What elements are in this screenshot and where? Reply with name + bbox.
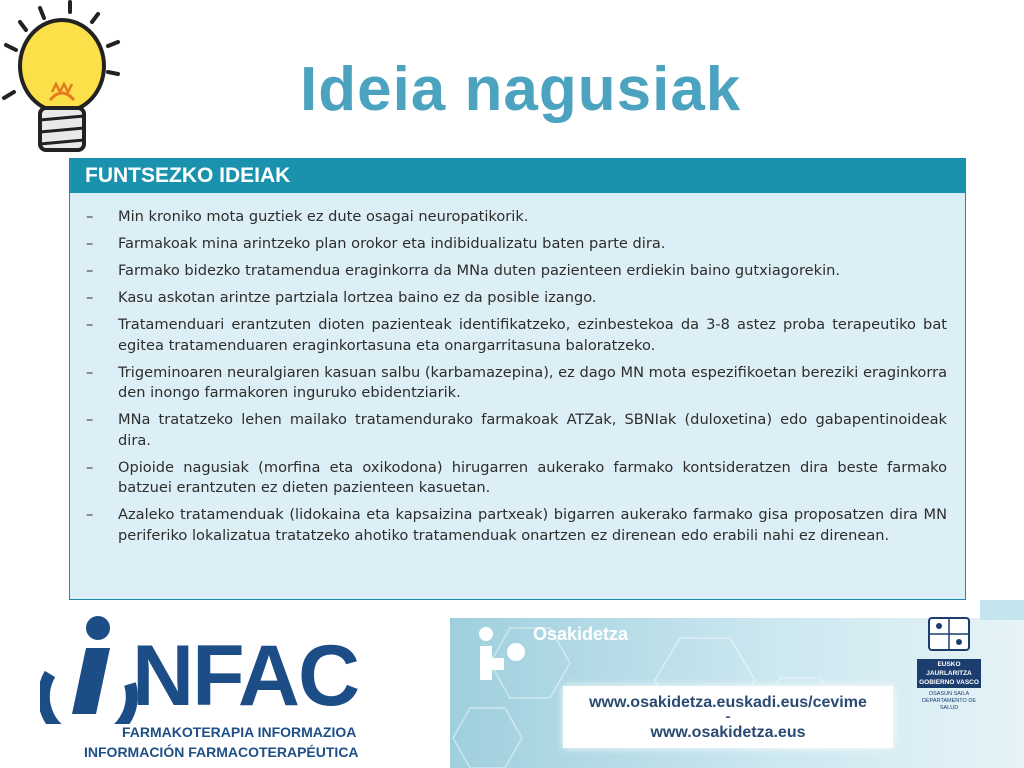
dash-bullet: – bbox=[86, 208, 94, 225]
department-name-eu: OSASUN SAILA bbox=[928, 691, 970, 697]
idea-text: Min kroniko mota guztiek ez dute osagai neuropatikorik. bbox=[118, 208, 529, 225]
basque-government-logo bbox=[916, 616, 982, 716]
dash-bullet: – bbox=[86, 506, 94, 523]
list-item bbox=[86, 410, 947, 451]
idea-text: Farmako bidezko tratamendua eraginkorra da MNa duten pazienteen erdiekin baino gutxiagorekin. bbox=[118, 262, 841, 279]
list-item bbox=[86, 458, 947, 499]
list-item bbox=[86, 315, 947, 356]
osakidetza-url[interactable]: www.osakidetza.eus bbox=[650, 724, 806, 741]
idea-text: Tratamenduari erantzuten dioten pazienteak identifikatzeko, ezinbestekoa da 3-8 astez proba terapeutiko bat egitea tratamenduaren eraginkortasuna eta onargarritasuna baloratzeko. bbox=[118, 316, 947, 354]
infac-wordmark: NFAC bbox=[132, 628, 359, 724]
dash-bullet: – bbox=[86, 458, 94, 476]
infac-logo bbox=[40, 614, 380, 764]
osakidetza-cross-icon bbox=[470, 622, 530, 682]
list-item bbox=[86, 234, 947, 255]
dash-bullet: – bbox=[86, 316, 94, 333]
lightbulb-icon bbox=[0, 0, 125, 160]
page-title: Ideia nagusiak bbox=[300, 55, 742, 124]
list-item bbox=[86, 288, 947, 309]
url-separator: - bbox=[725, 708, 731, 724]
osakidetza-name: Osakidetza bbox=[533, 624, 629, 644]
dash-bullet: – bbox=[86, 289, 94, 306]
list-item bbox=[86, 363, 947, 404]
dash-bullet: – bbox=[86, 235, 94, 252]
banner-corner bbox=[980, 600, 1024, 620]
coat-of-arms-icon bbox=[925, 616, 973, 652]
idea-text: MNa tratatzeko lehen mailako tratamendurako farmakoak ATZak, SBNIak (duloxetina) edo gabapentinoideak dira. bbox=[118, 411, 947, 449]
idea-text: Farmakoak mina arintzeko plan orokor eta indibidualizatu baten parte dira. bbox=[118, 235, 666, 252]
info-person-icon bbox=[40, 614, 140, 724]
idea-text: Azaleko tratamenduak (lidokaina eta kapsaizina partxeak) bigarren aukerako farmako gisa proposatzen dira MN periferiko lokalizatua tratatzeko ahotiko tratamenduak onartzen ez direnean edo erabili nahi ez direnean. bbox=[118, 506, 947, 544]
list-item bbox=[86, 261, 947, 282]
department-name-es: DEPARTAMENTO DE SALUD bbox=[922, 698, 976, 711]
list-item bbox=[86, 207, 947, 228]
list-item bbox=[86, 505, 947, 546]
infac-subtitle-eu: FARMAKOTERAPIA INFORMAZIOA bbox=[122, 724, 357, 740]
dash-bullet: – bbox=[86, 363, 94, 381]
panel-header: FUNTSEZKO IDEIAK bbox=[70, 159, 965, 193]
government-name-es: GOBIERNO VASCO bbox=[919, 679, 979, 686]
dash-bullet: – bbox=[86, 411, 94, 428]
idea-text: Opioide nagusiak (morfina eta oxikodona) hirugarren aukerako farmako kontsideratzen dira beste farmako batzuei erantzuten ez dieten pazienteen kasuetan. bbox=[118, 458, 947, 496]
government-name-eu: EUSKO JAURLARITZA bbox=[926, 661, 972, 677]
dash-bullet: – bbox=[86, 262, 94, 279]
department-name bbox=[916, 691, 982, 712]
infac-subtitle-es: INFORMACIÓN FARMACOTERAPÉUTICA bbox=[84, 744, 359, 760]
idea-text: Kasu askotan arintze partziala lortzea baino ez da posible izango. bbox=[118, 289, 597, 306]
government-name bbox=[917, 659, 981, 688]
idea-text: Trigeminoaren neuralgiaren kasuan salbu (karbamazepina), ez dago MN mota espezifikoetan bereziki eraginkorra den inongo farmakoren inguruko ebidentziarik. bbox=[118, 363, 948, 401]
key-ideas-list bbox=[70, 193, 965, 546]
key-ideas-panel bbox=[69, 158, 966, 600]
cevime-url[interactable]: www.osakidetza.euskadi.eus/cevime bbox=[589, 694, 867, 711]
